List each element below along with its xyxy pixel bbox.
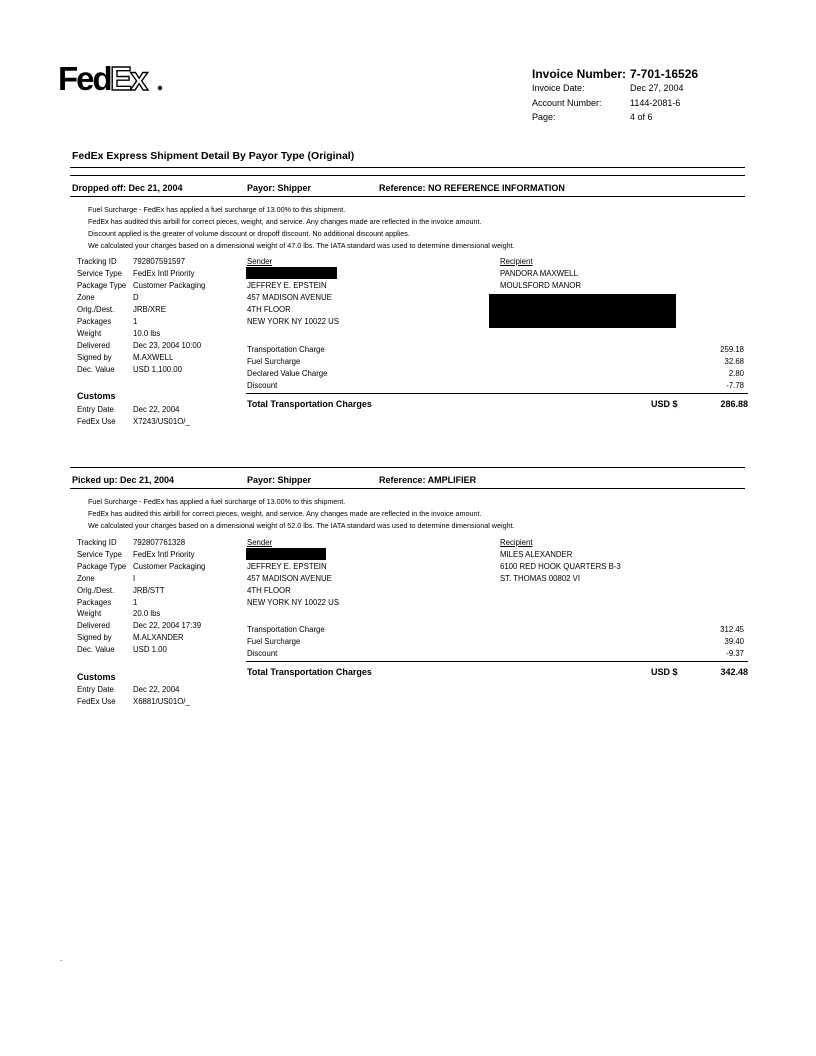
- sender-line: JEFFREY E. EPSTEIN: [247, 562, 327, 571]
- customs-value: Dec 22, 2004: [133, 405, 180, 414]
- detail-label: Packages: [77, 317, 112, 326]
- shipment-reference: Reference: AMPLIFIER: [379, 475, 477, 485]
- detail-label: Dec. Value: [77, 365, 115, 374]
- charge-amount: 312.45: [720, 625, 744, 634]
- detail-label: Signed by: [77, 353, 112, 362]
- shipment-payor: Payor: Shipper: [247, 183, 312, 193]
- customs-label: FedEx Use: [77, 417, 116, 426]
- customs-value: Dec 22, 2004: [133, 685, 180, 694]
- detail-label: Orig./Dest.: [77, 586, 115, 595]
- shipment-note: Discount applied is the greater of volume discount or dropoff discount. No additional discount applies.: [88, 229, 410, 238]
- detail-label: Tracking ID: [77, 538, 117, 547]
- detail-value: M.AXWELL: [133, 353, 174, 362]
- detail-label: Packages: [77, 598, 112, 607]
- total-label: Total Transportation Charges: [247, 667, 372, 677]
- shipment-note: FedEx has audited this airbill for correct pieces, weight, and service. Any changes made are reflected in the invoice amount.: [88, 509, 482, 518]
- shipment-event: Picked up: Dec 21, 2004: [72, 475, 175, 485]
- logo-ex: Ex: [110, 60, 147, 97]
- charge-label: Discount: [247, 381, 278, 390]
- divider: [70, 175, 745, 176]
- detail-label: Dec. Value: [77, 645, 115, 654]
- charge-amount: 39.40: [724, 637, 744, 646]
- detail-value: 1: [133, 317, 138, 326]
- sender-line: NEW YORK NY 10022 US: [247, 317, 340, 326]
- redaction-block: [246, 267, 337, 279]
- detail-value: 1: [133, 598, 138, 607]
- detail-value: I: [133, 574, 136, 583]
- detail-value: Dec 22, 2004 17:39: [133, 621, 202, 630]
- detail-label: Delivered: [77, 341, 110, 350]
- charge-amount: 32.68: [724, 357, 744, 366]
- detail-label: Weight: [77, 329, 102, 338]
- recipient-line: MOULSFORD MANOR: [500, 281, 582, 290]
- sender-line: 457 MADISON AVENUE: [247, 293, 332, 302]
- detail-value: 20.0 lbs: [133, 609, 161, 618]
- charge-label: Fuel Surcharge: [247, 357, 301, 366]
- shipment-reference: Reference: NO REFERENCE INFORMATION: [379, 183, 565, 193]
- detail-value: 10.0 lbs: [133, 329, 161, 338]
- invoice-date-label: Invoice Date:: [532, 83, 585, 93]
- detail-value: Dec 23, 2004 10:00: [133, 341, 202, 350]
- recipient-line: ST. THOMAS 00802 VI: [500, 574, 581, 583]
- shipment-note: We calculated your charges based on a dimensional weight of 52.0 lbs. The IATA standard was used to determine dimensional weight.: [88, 521, 515, 530]
- charge-label: Declared Value Charge: [247, 369, 328, 378]
- customs-heading: Customs: [77, 672, 116, 682]
- charge-amount: -9.37: [726, 649, 744, 658]
- detail-value: Customer Packaging: [133, 281, 206, 290]
- charge-amount: -7.78: [726, 381, 744, 390]
- detail-value: JRB/XRE: [133, 305, 166, 314]
- total-amount: 342.48: [720, 667, 748, 677]
- divider: [70, 196, 745, 197]
- invoice-date: Dec 27, 2004: [630, 83, 684, 93]
- account-number-label: Account Number:: [532, 98, 602, 108]
- recipient-heading: Recipient: [500, 538, 533, 547]
- detail-label: Signed by: [77, 633, 112, 642]
- detail-label: Delivered: [77, 621, 110, 630]
- sender-heading: Sender: [247, 257, 273, 266]
- total-label: Total Transportation Charges: [247, 399, 372, 409]
- total-currency: USD $: [651, 399, 678, 409]
- customs-heading: Customs: [77, 391, 116, 401]
- detail-label: Tracking ID: [77, 257, 117, 266]
- detail-value: 792807761328: [133, 538, 186, 547]
- customs-label: Entry Date: [77, 405, 114, 414]
- detail-label: Zone: [77, 574, 95, 583]
- shipment-note: Fuel Surcharge - FedEx has applied a fuel surcharge of 13.00% to this shipment.: [88, 205, 346, 214]
- detail-value: USD 1.00: [133, 645, 167, 654]
- charge-amount: 259.18: [720, 345, 744, 354]
- invoice-number: 7-701-16526: [630, 67, 699, 81]
- detail-label: Zone: [77, 293, 95, 302]
- detail-value: D: [133, 293, 139, 302]
- shipment-event: Dropped off: Dec 21, 2004: [72, 183, 183, 193]
- shipment-payor: Payor: Shipper: [247, 475, 312, 485]
- page-title: FedEx Express Shipment Detail By Payor Type (Original): [72, 150, 355, 162]
- charge-label: Discount: [247, 649, 278, 658]
- recipient-line: 6100 RED HOOK QUARTERS B-3: [500, 562, 621, 571]
- detail-label: Package Type: [77, 562, 127, 571]
- detail-label: Orig./Dest.: [77, 305, 115, 314]
- divider: [70, 488, 745, 489]
- charge-label: Transportation Charge: [247, 345, 325, 354]
- customs-value: X6881/US01O/_: [133, 697, 190, 706]
- sender-line: 4TH FLOOR: [247, 586, 291, 595]
- fedex-logo: [58, 58, 168, 98]
- customs-value: X7243/US01O/_: [133, 417, 190, 426]
- shipment-note: Fuel Surcharge - FedEx has applied a fuel surcharge of 13.00% to this shipment.: [88, 497, 346, 506]
- detail-value: FedEx Intl Priority: [133, 269, 195, 278]
- detail-value: FedEx Intl Priority: [133, 550, 195, 559]
- charge-amount: 2.80: [728, 369, 744, 378]
- footer-mark: .: [60, 954, 63, 963]
- detail-value: M.ALXANDER: [133, 633, 184, 642]
- sender-heading: Sender: [247, 538, 273, 547]
- detail-value: JRB/STT: [133, 586, 165, 595]
- redaction-block: [489, 294, 676, 328]
- detail-label: Package Type: [77, 281, 127, 290]
- detail-label: Weight: [77, 609, 102, 618]
- divider: [70, 467, 745, 468]
- page-number: 4 of 6: [630, 112, 653, 122]
- sender-line: 4TH FLOOR: [247, 305, 291, 314]
- detail-value: 792807591597: [133, 257, 186, 266]
- shipment-note: FedEx has audited this airbill for correct pieces, weight, and service. Any changes made are reflected in the invoice amount.: [88, 217, 482, 226]
- detail-label: Service Type: [77, 550, 122, 559]
- charge-label: Fuel Surcharge: [247, 637, 301, 646]
- recipient-heading: Recipient: [500, 257, 533, 266]
- detail-value: USD 1,100.00: [133, 365, 182, 374]
- charge-label: Transportation Charge: [247, 625, 325, 634]
- page-label: Page:: [532, 112, 556, 122]
- sender-line: 457 MADISON AVENUE: [247, 574, 332, 583]
- total-divider: [246, 661, 748, 662]
- invoice-number-label: Invoice Number:: [532, 67, 627, 81]
- total-amount: 286.88: [720, 399, 748, 409]
- divider: [70, 167, 745, 168]
- detail-value: Customer Packaging: [133, 562, 206, 571]
- recipient-line: PANDORA MAXWELL: [500, 269, 578, 278]
- sender-line: NEW YORK NY 10022 US: [247, 598, 340, 607]
- account-number: 1144-2081-6: [630, 98, 681, 108]
- redaction-block: [246, 548, 326, 560]
- total-currency: USD $: [651, 667, 678, 677]
- customs-label: FedEx Use: [77, 697, 116, 706]
- detail-label: Service Type: [77, 269, 122, 278]
- customs-label: Entry Date: [77, 685, 114, 694]
- sender-line: JEFFREY E. EPSTEIN: [247, 281, 327, 290]
- recipient-line: MILES ALEXANDER: [500, 550, 573, 559]
- shipment-note: We calculated your charges based on a dimensional weight of 47.0 lbs. The IATA standard was used to determine dimensional weight.: [88, 241, 515, 250]
- total-divider: [246, 393, 748, 394]
- logo-fed: Fed: [58, 60, 111, 97]
